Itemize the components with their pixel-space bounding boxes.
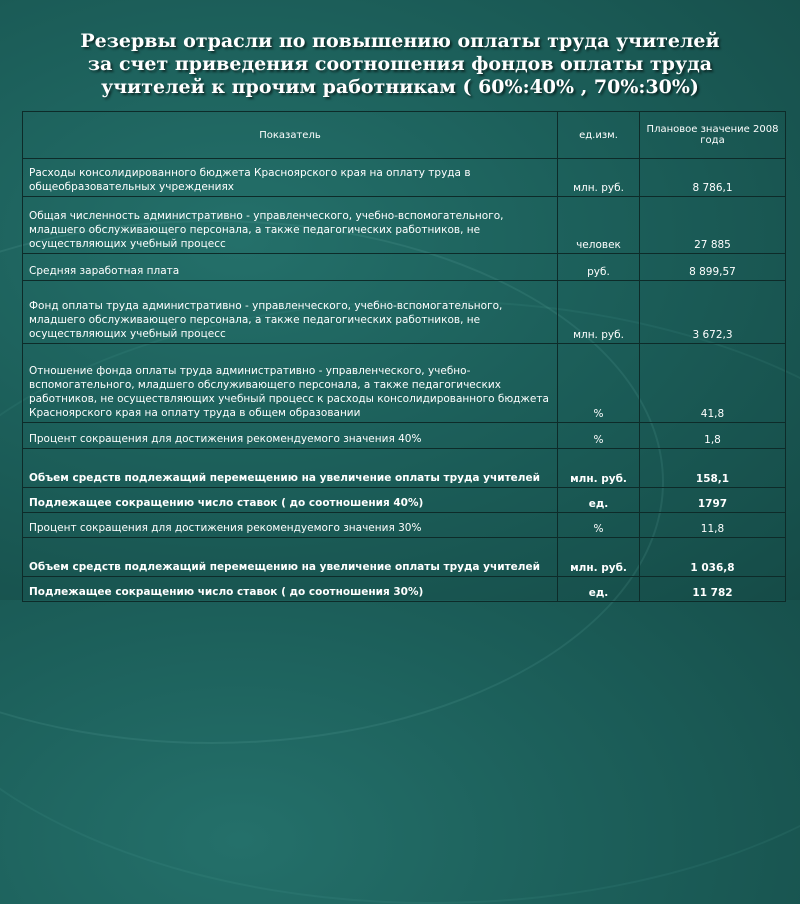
table-row: [23, 577, 786, 602]
row-label: Объем средств подлежащий перемещению на увеличение оплаты труда учителей: [23, 538, 558, 577]
row-label: Объем средств подлежащий перемещению на увеличение оплаты труда учителей: [23, 449, 558, 488]
row-label: Расходы консолидированного бюджета Красноярского края на оплату труда в общеобразовательных учреждениях: [23, 159, 558, 197]
header-indicator: Показатель: [23, 112, 558, 159]
row-unit: ед.: [558, 577, 640, 602]
row-label: Фонд оплаты труда административно - управленческого, учебно-вспомогательного, младшего обслуживающего персонала, а также педагогических работников, не осуществляющих учебный процесс: [23, 281, 558, 344]
row-value: 1797: [640, 488, 786, 513]
row-value: 11,8: [640, 513, 786, 538]
table-row: [23, 197, 786, 254]
row-unit: человек: [558, 197, 640, 254]
slide-title: [0, 30, 800, 99]
table-row: [23, 449, 786, 488]
table-row: [23, 513, 786, 538]
row-label: Подлежащее сокращению число ставок ( до соотношения 30%): [23, 577, 558, 602]
table-row: [23, 488, 786, 513]
row-label: Общая численность административно - управленческого, учебно-вспомогательного, младшего обслуживающего персонала, а также педагогических работников, не осуществляющих учебный процесс: [23, 197, 558, 254]
row-unit: млн. руб.: [558, 538, 640, 577]
row-label: Процент сокращения для достижения рекомендуемого значения 40%: [23, 423, 558, 449]
row-value: 1 036,8: [640, 538, 786, 577]
row-value: 27 885: [640, 197, 786, 254]
row-label: Подлежащее сокращению число ставок ( до соотношения 40%): [23, 488, 558, 513]
row-value: 41,8: [640, 344, 786, 423]
row-value: 8 899,57: [640, 254, 786, 281]
slide-title-line: Резервы отрасли по повышению оплаты труда учителей: [80, 30, 720, 52]
row-unit: млн. руб.: [558, 449, 640, 488]
table-row: [23, 423, 786, 449]
row-value: 3 672,3: [640, 281, 786, 344]
table-row: [23, 538, 786, 577]
header-plan: Плановое значение 2008 года: [640, 112, 786, 159]
row-value: 1,8: [640, 423, 786, 449]
row-label: Средняя заработная плата: [23, 254, 558, 281]
row-unit: руб.: [558, 254, 640, 281]
row-label: Отношение фонда оплаты труда административно - управленческого, учебно-вспомогательного, младшего обслуживающего персонала, а также педагогических работников, не осуществляющих учебный процесс к расходы консолидированного бюджета Красноярского края на оплату труда в общем образовании: [23, 344, 558, 423]
table-row: [23, 281, 786, 344]
table-header-row: [23, 112, 786, 159]
slide-title-line: за счет приведения соотношения фондов оплаты труда: [87, 53, 713, 75]
row-unit: млн. руб.: [558, 159, 640, 197]
row-value: 8 786,1: [640, 159, 786, 197]
table-row: [23, 159, 786, 197]
table-row: [23, 254, 786, 281]
header-unit: ед.изм.: [558, 112, 640, 159]
row-value: 158,1: [640, 449, 786, 488]
row-unit: %: [558, 344, 640, 423]
row-unit: %: [558, 423, 640, 449]
slide-title-line: учителей к прочим работникам ( 60%:40% , 70%:30%): [101, 76, 699, 98]
row-value: 11 782: [640, 577, 786, 602]
data-table: [22, 111, 786, 602]
row-label: Процент сокращения для достижения рекомендуемого значения 30%: [23, 513, 558, 538]
table-row: [23, 344, 786, 423]
row-unit: млн. руб.: [558, 281, 640, 344]
row-unit: ед.: [558, 488, 640, 513]
row-unit: %: [558, 513, 640, 538]
